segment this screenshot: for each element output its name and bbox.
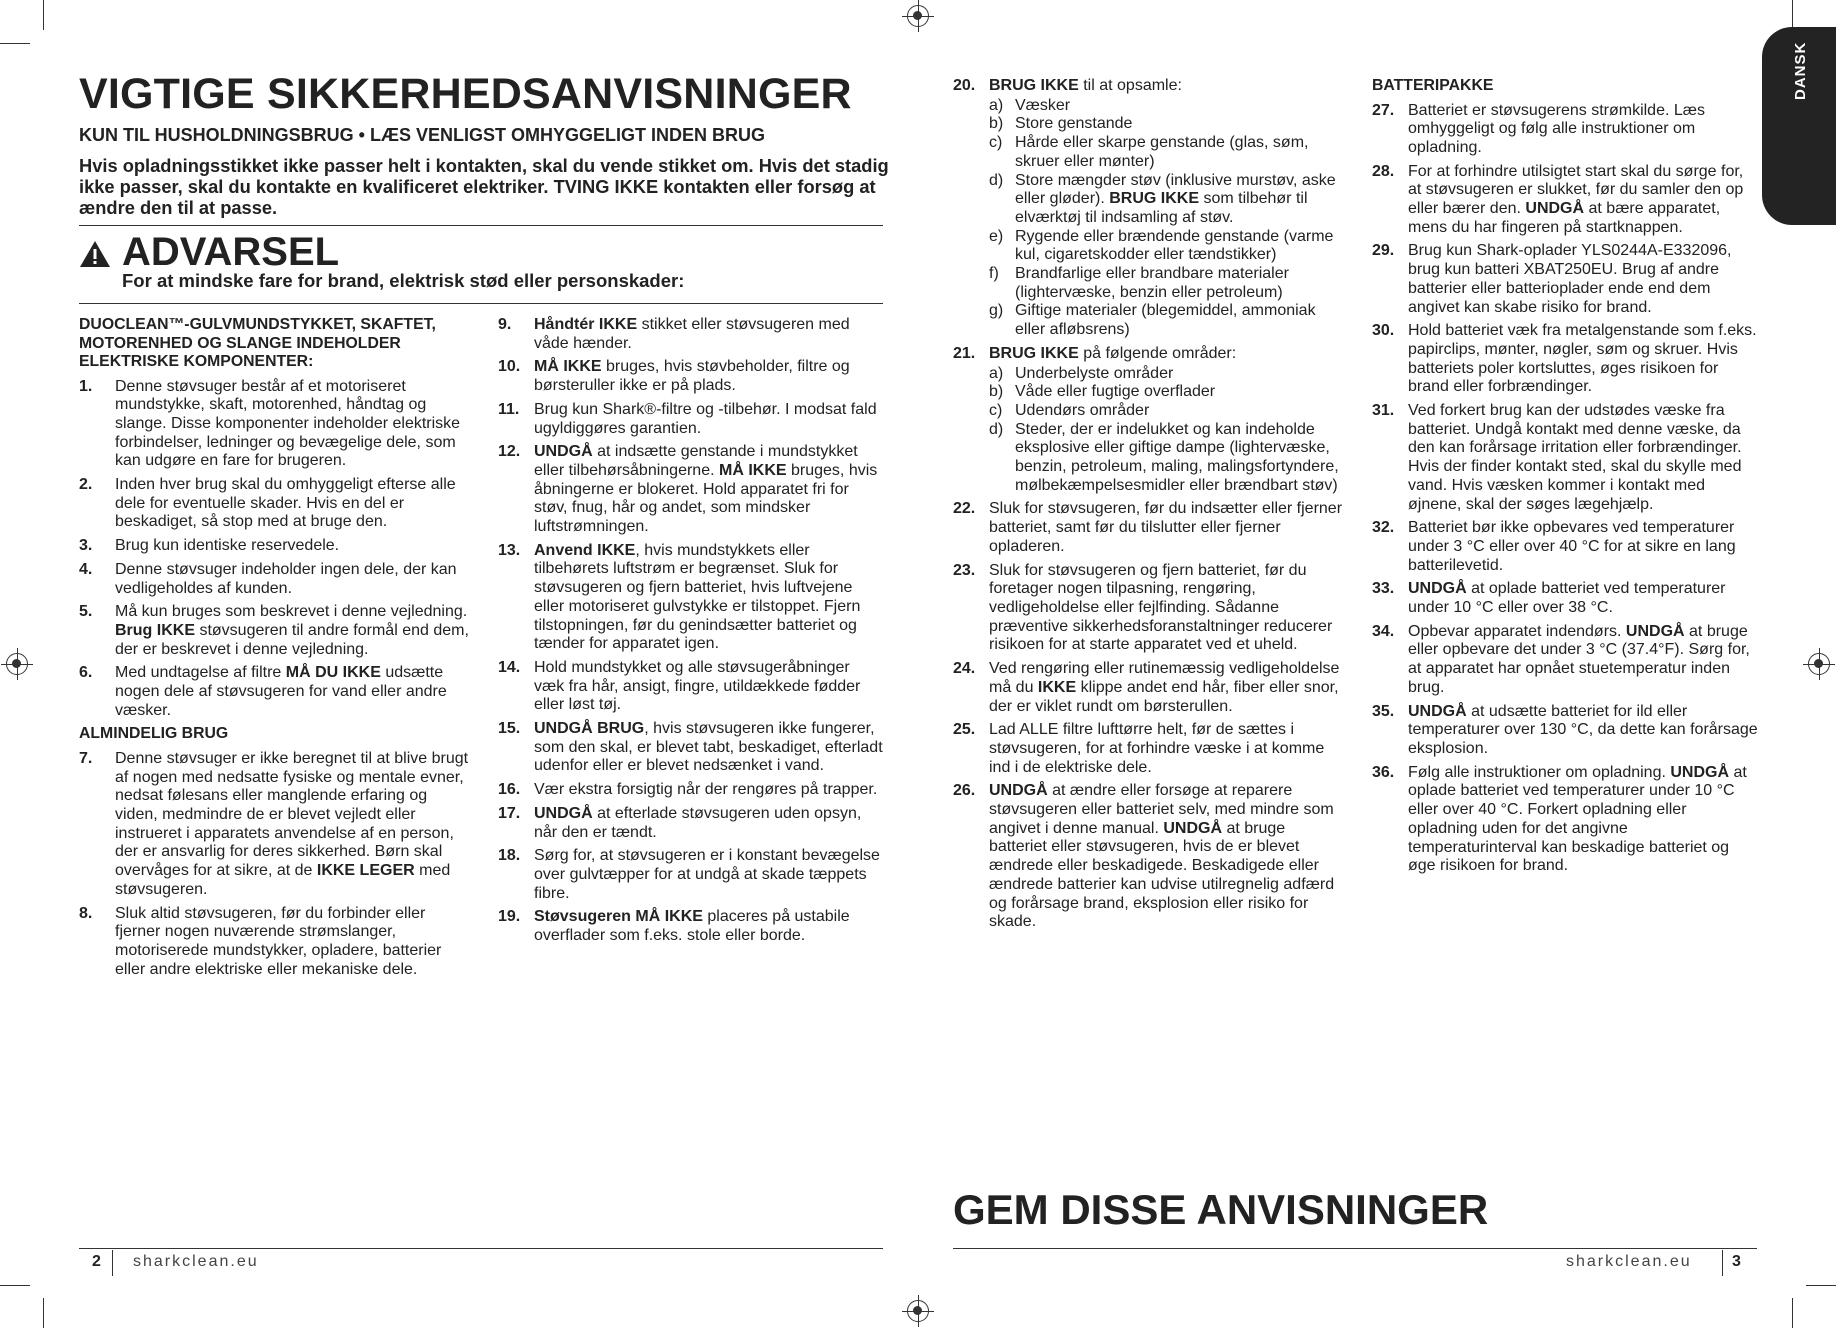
sub-item: a) Underbelyste områder — [989, 364, 1174, 382]
list-item: 33. UNDGÅ at oplade batteriet ved temperaturer under 10 °C eller over 38 °C. — [1372, 580, 1726, 617]
divider — [79, 303, 883, 304]
list-item: 20. BRUG IKKE til at opsamle: a) Væsker b) Store genstande c) Hårde eller skarpe genstande (glas, søm, skruer eller mønter) d) Store mængder støv (inklusive murstøv, aske eller gløder). BRUG IKKE som tilbehør til elværktøj til indsamling af støv. e) Rygende eller brændende genstande (varme kul, cigaretskodder eller tændstikker) f) Brandfarlige eller brandbare materialer (lightervæske, benzin eller petroleum) g) Giftige materialer (blegemiddel, ammoniak eller afløbsrens) — [953, 77, 1345, 340]
section-heading: DUOCLEAN™-GULVMUNDSTYKKET, SKAFTET, MOTORENHED OG SLANGE INDEHOLDER ELEKTRISKE KOMPONENTER: — [79, 316, 436, 370]
sub-item: e) Rygende eller brændende genstande (varme kul, cigaretskodder eller tændstikker) — [989, 227, 1334, 264]
crop-mark — [43, 0, 44, 30]
crop-mark — [0, 1285, 30, 1286]
column-4 — [1372, 77, 1760, 881]
list-item: 3. Brug kun identiske reservedele. — [79, 537, 340, 555]
footer-website: sharkclean.eu — [133, 1253, 259, 1270]
section-heading: BATTERIPAKKE — [1372, 77, 1494, 94]
crop-mark — [1806, 1285, 1836, 1286]
list-item: 9. Håndtér IKKE stikket eller støvsugeren med våde hænder. — [498, 316, 850, 352]
page-number: 2 — [92, 1253, 101, 1270]
list-item: 12. UNDGÅ at indsætte genstande i mundstykket eller tilbehørsåbningerne. MÅ IKKE bruges, hvis åbningerne er blokeret. Hold apparatet fri for støv, fnug, hår og andet, som mindsker luftstrømningen. — [498, 443, 878, 536]
crop-mark — [43, 1298, 44, 1328]
list-item: 21. BRUG IKKE på følgende områder: a) Underbelyste områder b) Våde eller fugtige overflader c) Udendørs områder d) Steder, der er indelukket og kan indeholde eksplosive eller giftige dampe (lightervæske, benzin, petroleum, maling, malingsfortyndere, mølbekæmpelsesmidler eller brændbart støv) — [953, 345, 1345, 496]
crop-mark — [1792, 1298, 1793, 1328]
page-title: VIGTIGE SIKKERHEDSANVISNINGER — [79, 70, 852, 118]
list-item: 18. Sørg for, at støvsugeren er i konstant bevægelse over gulvtæpper for at undgå at skade tæppets fibre. — [498, 847, 880, 902]
sub-item: b) Store genstande — [989, 115, 1133, 133]
list-item: 32. Batteriet bør ikke opbevares ved temperaturer under 3 °C eller over 40 °C for at sikre en lang batterilevetid. — [1372, 519, 1736, 574]
list-item: 34. Opbevar apparatet indendørs. UNDGÅ at bruge eller opbevare det under 3 °C (37.4°F). Sørg for, at apparatet har opnået stuetemperatur inden brug. — [1372, 622, 1750, 696]
list-item: 17. UNDGÅ at efterlade støvsugeren uden opsyn, når den er tændt. — [498, 804, 862, 841]
list-item: 4. Denne støvsuger indeholder ingen dele, der kan vedligeholdes af kunden. — [79, 560, 457, 597]
sub-item: c) Udendørs områder — [989, 401, 1150, 419]
footer-website: sharkclean.eu — [1566, 1253, 1692, 1270]
list-item: 10. MÅ IKKE bruges, hvis støvbeholder, filtre og børsteruller ikke er på plads. — [498, 358, 850, 395]
warning-title: ADVARSEL — [122, 230, 340, 274]
list-item: 15. UNDGÅ BRUG, hvis støvsugeren ikke fungerer, som den skal, er blevet tabt, beskadiget, efterladt udenfor eller er blevet nedsænket i vand. — [498, 720, 883, 775]
crop-mark — [0, 43, 30, 44]
list-item: 35. UNDGÅ at udsætte batteriet for ild eller temperaturer over 130 °C, da dette kan forårsage eksplosion. — [1372, 702, 1758, 757]
save-instructions-title: GEM DISSE ANVISNINGER — [953, 1186, 1489, 1233]
list-item: 7. Denne støvsuger er ikke beregnet til at blive brugt af nogen med nedsatte fysiske og mentale evner, nedsat følesans eller manglende erfaring og viden, medmindre de er blevet vejledt eller instrueret i apparatets anvendelse af en person, der er ansvarlig for deres sikkerhed. Børn skal overvåges for at sikre, at de IKKE LEGER med støvsugeren. — [79, 749, 469, 898]
list-item: 6. Med undtagelse af filtre MÅ DU IKKE udsætte nogen dele af støvsugeren for vand eller andre væsker. — [79, 664, 447, 719]
intro-paragraph: Hvis opladningsstikket ikke passer helt i kontakten, skal du vende stikket om. Hvis det stadig ikke passer, skal du kontakte en kvalificeret elektriker. TVING IKKE kontakten eller forsøg at ændre den til at passe. — [79, 155, 889, 218]
registration-mark-icon — [6, 653, 28, 675]
warning-triangle-icon — [79, 240, 111, 268]
list-item: 31. Ved forkert brug kan der udstødes væske fra batteriet. Undgå kontakt med denne væske, da den kan forårsage irritation eller forbrændinger. Hvis der finder kontakt sted, skal du skylle med vand. Hvis væsken kommer i kontakt med øjnene, skal der søges lægehjælp. — [1372, 402, 1742, 513]
divider — [79, 225, 883, 226]
list-item: 13. Anvend IKKE, hvis mundstykkets eller tilbehørets luftstrøm er begrænset. Sluk for støvsugeren og fjern batteriet, hvis luftvejene eller motoriseret gulvstykke er tilstoppet. Fjern tilstopningen, før du genindsætter batteriet og tænder for apparatet igen. — [498, 541, 861, 653]
sub-item: f) Brandfarlige eller brandbare materialer (lightervæske, benzin eller petroleum) — [989, 265, 1289, 301]
list-item: 22. Sluk for støvsugeren, før du indsætter eller fjerner batteriet, samt før du tilslutter eller fjerner opladeren. — [953, 500, 1343, 555]
list-item: 24. Ved rengøring eller rutinemæssig vedligeholdelse må du IKKE klippe andet end hår, fiber eller snor, der er viklet rundt om børsterullen. — [953, 660, 1340, 715]
list-item: 25. Lad ALLE filtre lufttørre helt, før de sættes i støvsugeren, for at forhindre væske i at komme ind i de elektriske dele. — [953, 721, 1325, 776]
list-item: 14. Hold mundstykket og alle støvsugeråbninger væk fra hår, ansigt, fingre, utildækkede fødder eller løst tøj. — [498, 658, 861, 714]
column-2 — [498, 316, 884, 951]
list-item: 27. Batteriet er støvsugerens strømkilde. Læs omhyggeligt og følg alle instruktioner om opladning. — [1372, 101, 1705, 156]
list-item: 30. Hold batteriet væk fra metalgenstande som f.eks. papirclips, mønter, nøgler, søm og skruer. Hvis batteriets poler kortsluttes, øges risikoen for brand eller forbrændinger. — [1372, 322, 1757, 396]
footer-rule — [79, 1248, 883, 1249]
registration-mark-icon — [907, 5, 929, 27]
column-3 — [953, 77, 1345, 937]
sub-item: b) Våde eller fugtige overflader — [989, 383, 1216, 401]
sub-item: c) Hårde eller skarpe genstande (glas, søm, skruer eller mønter) — [989, 134, 1309, 170]
list-item: 29. Brug kun Shark-oplader YLS0244A-E332096, brug kun batteri XBAT250EU. Brug af andre batterier eller batterioplader ende end dem angivet kan skabe risiko for brand. — [1372, 242, 1732, 316]
page-subtitle: KUN TIL HUSHOLDNINGSBRUG • LÆS VENLIGST OMHYGGELIGT INDEN BRUG — [79, 125, 765, 145]
crop-mark — [1792, 0, 1793, 30]
sub-item: g) Giftige materialer (blegemiddel, ammoniak eller afløbsrens) — [989, 302, 1316, 339]
list-item: 28. For at forhindre utilsigtet start skal du sørge for, at støvsugeren er slukket, før du samler den op eller bærer den. UNDGÅ at bære apparatet, mens du har fingeren på startknappen. — [1372, 162, 1744, 236]
list-item: 19. Støvsugeren MÅ IKKE placeres på ustabile overflader som f.eks. stole eller borde. — [498, 908, 850, 945]
footer-separator — [1722, 1250, 1723, 1276]
list-item: 16. Vær ekstra forsigtig når der rengøres på trapper. — [498, 781, 878, 799]
list-item: 1. Denne støvsuger består af et motoriseret mundstykke, skaft, motorenhed, håndtag og slange. Disse komponenter indeholder elektriske forbindelser, ledninger og bevægelige dele, som kan udgøre en fare for brugeren. — [79, 377, 461, 470]
list-item: 26. UNDGÅ at ændre eller forsøge at reparere støvsugeren eller batteriet selv, med mindre som angivet i denne manual. UNDGÅ at bruge batteriet eller støvsugeren, hvis de er blevet ændrede eller beskadigede. Beskadigede eller ændrede batterier kan udvise utilregnelig adfærd og forårsage brand, eksplosion eller risiko for skade. — [953, 782, 1335, 931]
list-item: 36. Følg alle instruktioner om opladning. UNDGÅ at oplade batteriet ved temperaturer under 10 °C eller over 40 °C. Forkert opladning eller opladning uden for det angivne temperaturinterval kan beskadige batteriet og øge risikoen for brand. — [1372, 763, 1747, 875]
list-item: 23. Sluk for støvsugeren og fjern batteriet, før du foretager nogen tilpasning, rengøring, vedligeholdelse eller fejlfinding. Sådanne præventive sikkerhedsforanstaltninger reducerer risikoen for at starte apparatet ved et uheld. — [953, 561, 1333, 654]
list-item: 2. Inden hver brug skal du omhyggeligt efterse alle dele for eventuelle skader. Hvis en del er beskadiget, så stop med at bruge den. — [79, 476, 456, 531]
list-item: 5. Må kun bruges som beskrevet i denne vejledning. Brug IKKE støvsugeren til andre formål end dem, der er beskrevet i denne vejledning. — [79, 603, 469, 658]
language-tab-label: DANSK — [1792, 41, 1809, 100]
registration-mark-icon — [1808, 653, 1830, 675]
sub-item: a) Væsker — [989, 96, 1071, 114]
warning-subtitle: For at mindske fare for brand, elektrisk stød eller personskader: — [122, 270, 685, 291]
list-item: 11. Brug kun Shark®-filtre og -tilbehør. I modsat fald ugyldiggøres garantien. — [498, 400, 877, 437]
column-1 — [79, 316, 471, 984]
footer-rule — [953, 1248, 1757, 1249]
list-item: 8. Sluk altid støvsugeren, før du forbinder eller fjerner nogen nuværende strømslanger, motoriserede mundstykker, opladere, batterier eller andre elektriske eller mekaniske dele. — [79, 904, 442, 978]
page-number: 3 — [1732, 1253, 1741, 1270]
footer-separator — [112, 1250, 113, 1276]
registration-mark-icon — [907, 1300, 929, 1322]
section-heading: ALMINDELIG BRUG — [79, 725, 229, 743]
sub-item: d) Steder, der er indelukket og kan indeholde eksplosive eller giftige dampe (lightervæske, benzin, petroleum, maling, malingsfortyndere, mølbekæmpelsesmidler eller brændbart støv) — [989, 420, 1339, 494]
sub-item: d) Store mængder støv (inklusive murstøv, aske eller gløder). BRUG IKKE som tilbehør til elværktøj til indsamling af støv. — [989, 171, 1336, 226]
